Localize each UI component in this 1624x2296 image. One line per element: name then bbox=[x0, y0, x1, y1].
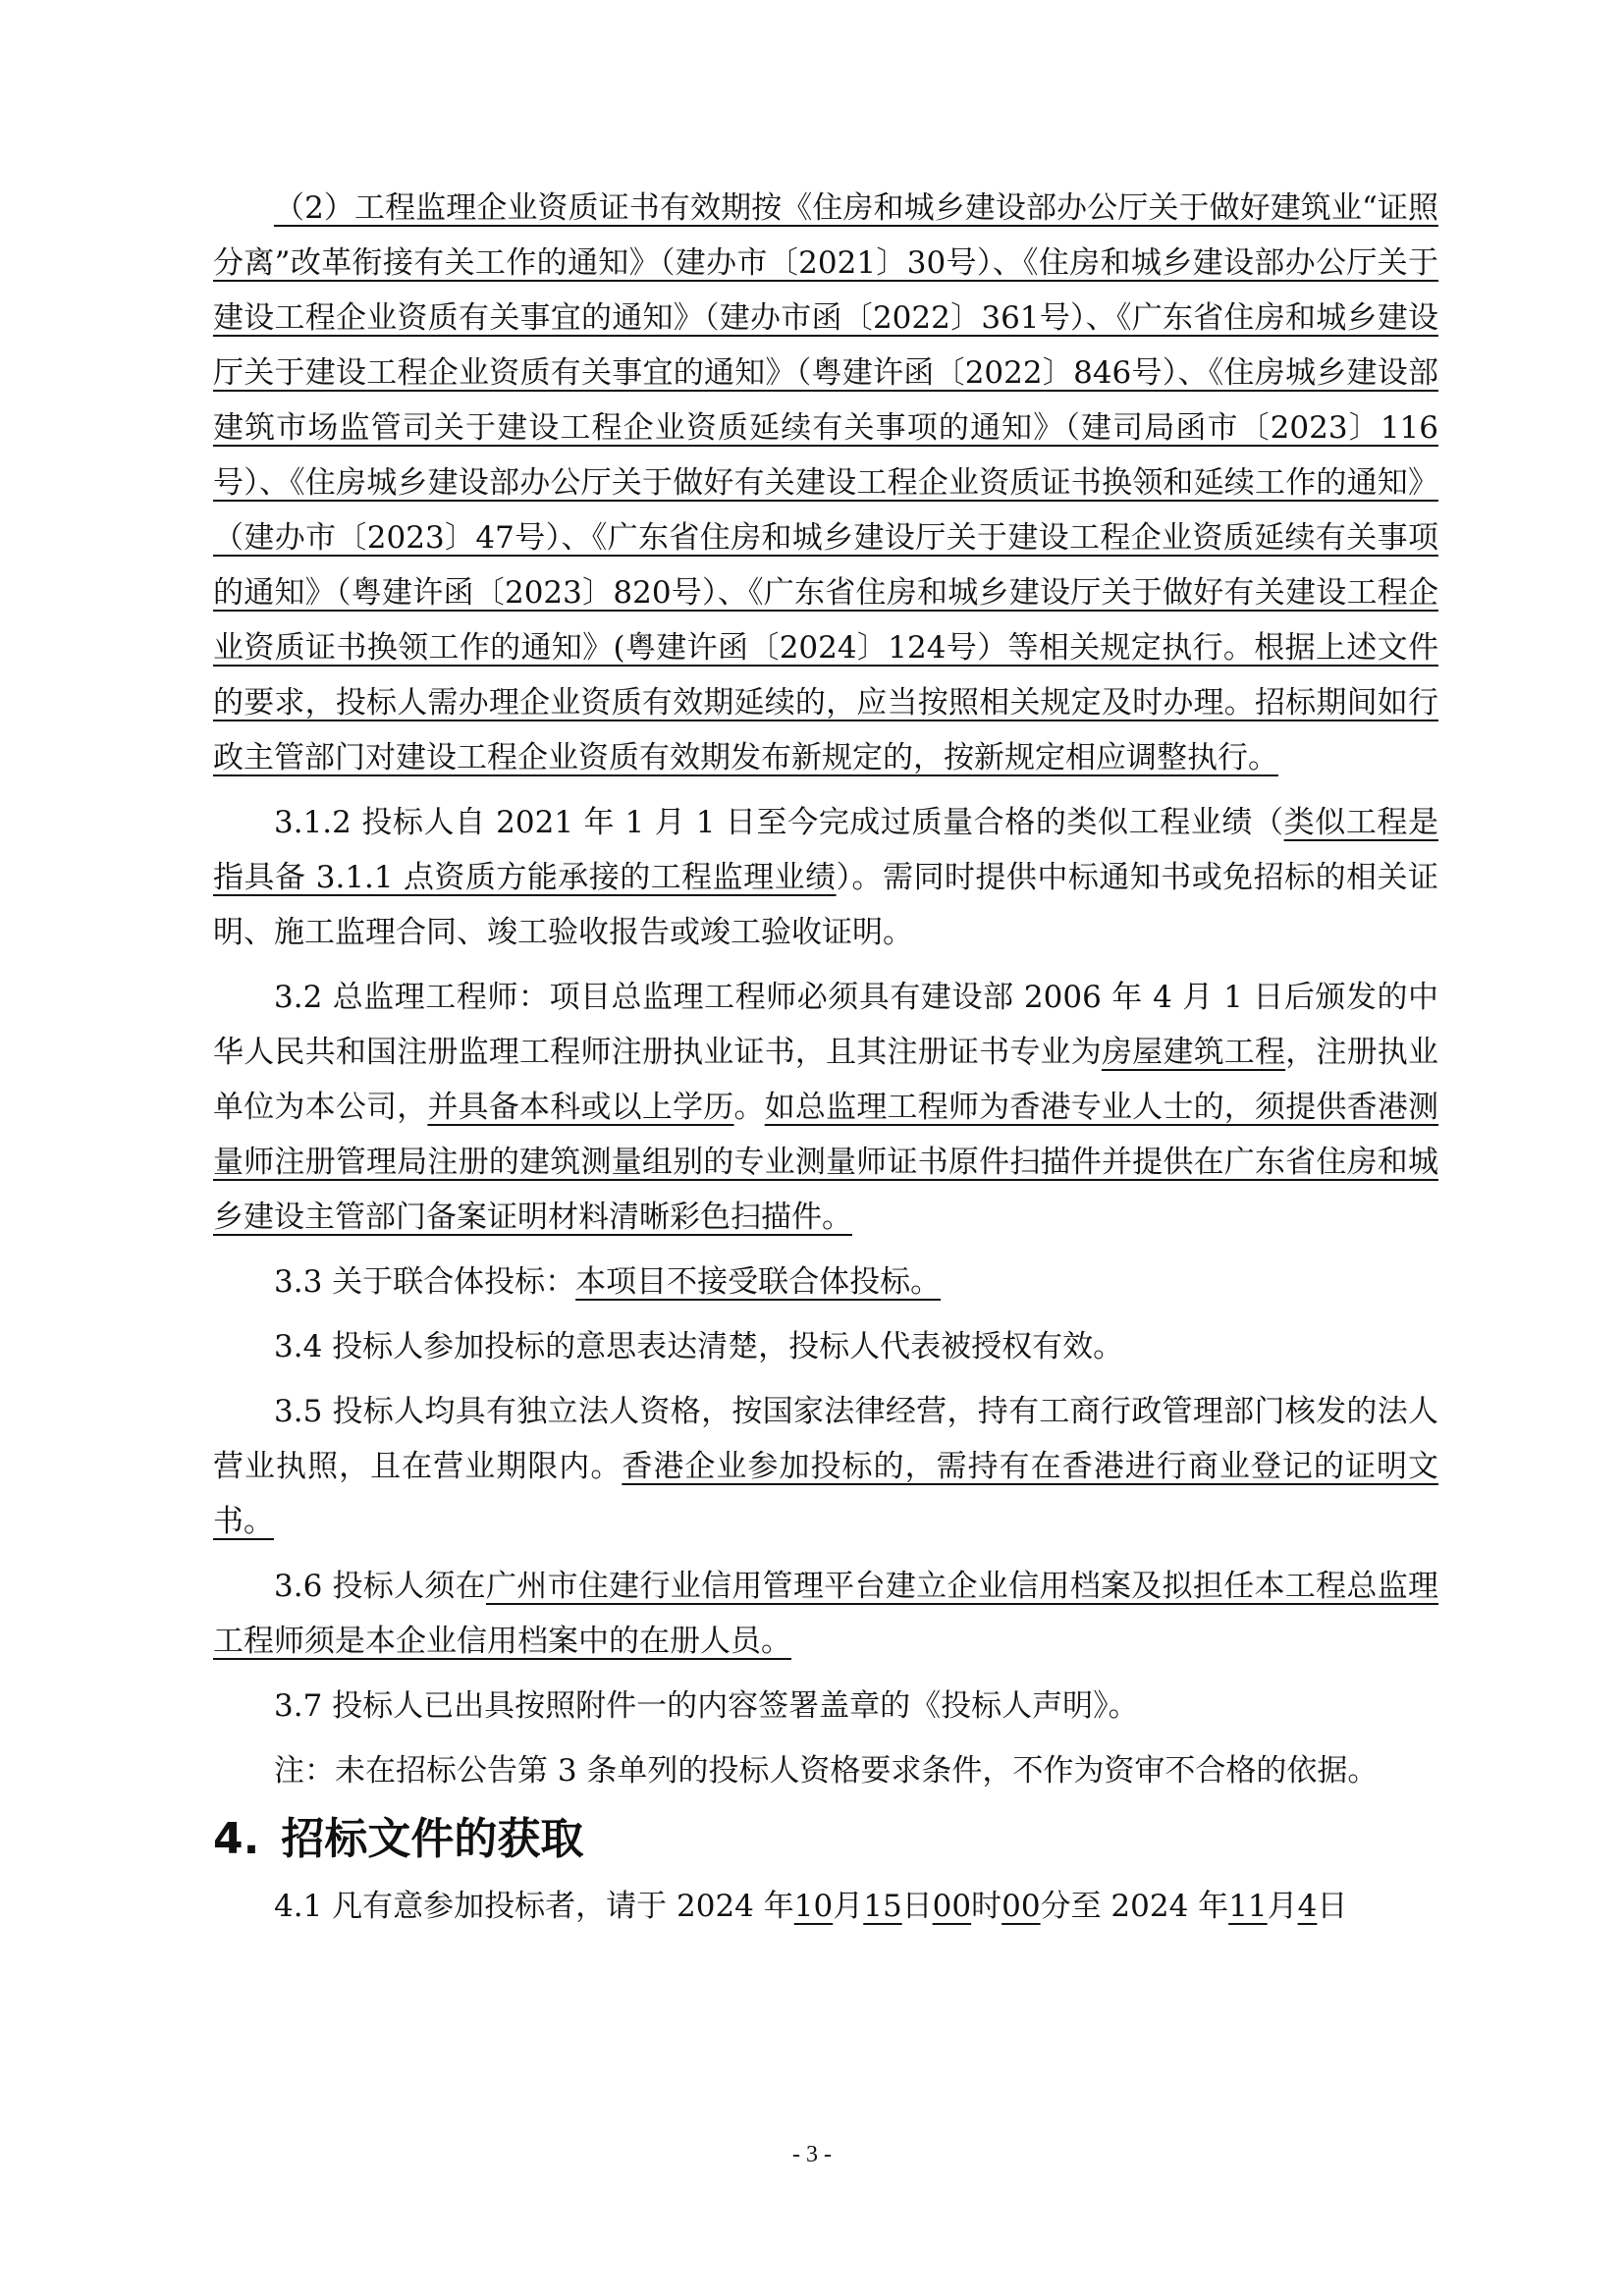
paragraph-text: 3.7 投标人已出具按照附件一的内容签署盖章的《投标人声明》。 bbox=[274, 1688, 1139, 1724]
paragraph-3-2 bbox=[213, 970, 1438, 1245]
underlined-text: 如总监理工程师为香港专业人士的，须提供香港测量师注册管理局注册的建筑测量组别的专业测量师证书原件扫描件并提供在广东省住房和城乡建设主管部门备案证明材料清晰彩色扫描件。 bbox=[213, 1090, 1439, 1235]
date-field: 11 bbox=[1228, 1889, 1268, 1924]
paragraph-text: 时 bbox=[971, 1889, 1002, 1924]
underlined-text: 香港企业参加投标的，需持有在香港进行商业登记的证明文书。 bbox=[213, 1449, 1438, 1539]
paragraph-text: 。 bbox=[733, 1090, 765, 1125]
underlined-text: 房屋建筑工程 bbox=[1101, 1035, 1286, 1070]
paragraph-3-7 bbox=[213, 1679, 1438, 1734]
paragraph-text: ，注册执业单位为本公司， bbox=[213, 1035, 1439, 1125]
paragraph-text: 3.4 投标人参加投标的意思表达清楚，投标人代表被授权有效。 bbox=[274, 1329, 1124, 1364]
paragraph-text: 月 bbox=[1267, 1889, 1298, 1924]
time-field: 00 bbox=[1001, 1889, 1041, 1924]
paragraph-text: 3.5 投标人均具有独立法人资格，按国家法律经营，持有工商行政管理部门核发的法人营业执照，且在营业期限内。 bbox=[213, 1394, 1438, 1484]
date-field: 4 bbox=[1297, 1889, 1318, 1924]
time-field: 00 bbox=[932, 1889, 972, 1924]
paragraph-3-3 bbox=[213, 1255, 1438, 1309]
heading-number: 4. bbox=[213, 1814, 260, 1864]
paragraph-text: 3.3 关于联合体投标： bbox=[274, 1264, 576, 1300]
paragraph-4-1 bbox=[213, 1879, 1438, 1934]
paragraph-text: 3.2 总监理工程师：项目总监理工程师必须具有建设部 2006 年 4 月 1 日后颁发的中华人民共和国注册监理工程师注册执业证书，且其注册证书专业为 bbox=[213, 980, 1438, 1070]
paragraph-text: ）。需同时提供中标通知书或免招标的相关证明、施工监理合同、竣工验收报告或竣工验收证明。 bbox=[213, 860, 1438, 950]
paragraph-3-4 bbox=[213, 1319, 1438, 1374]
underlined-text: 类似工程是指具备 3.1.1 点资质方能承接的工程监理业绩 bbox=[213, 805, 1439, 895]
paragraph-note bbox=[213, 1743, 1438, 1798]
page-number: - 3 - bbox=[792, 2142, 832, 2167]
underlined-text: 并具备本科或以上学历 bbox=[427, 1090, 734, 1125]
underlined-text: （2）工程监理企业资质证书有效期按《住房和城乡建设部办公厅关于做好建筑业“证照分离”改革衔接有关工作的通知》（建办市〔2021〕30号）、《住房和城乡建设部办公厅关于建设工程企业资质有关事宜的通知》（建办市函〔2022〕361号）、《广东省住房和城乡建设厅关于建设工程企业资质有关事宜的通知》（粤建许函〔2022〕846号）、《住房城乡建设部建筑市场监管司关于建设工程企业资质延续有关事项的通知》（建司局函市〔2023〕116号）、《住房城乡建设部办公厅关于做好有关建设工程企业资质证书换领和延续工作的通知》（建办市〔2023〕47号）、《广东省住房和城乡建设厅关于建设工程企业资质延续有关事项的通知》（粤建许函〔2023〕820号）、《广东省住房和城乡建设厅关于做好有关建设工程企业资质证书换领工作的通知》(粤建许函〔2024〕124号）等相关规定执行。根据上述文件的要求，投标人需办理企业资质有效期延续的，应当按照相关规定及时办理。招标期间如行政主管部门对建设工程企业资质有效期发布新规定的，按新规定相应调整执行。 bbox=[213, 190, 1438, 775]
paragraph-3-1-2 bbox=[213, 795, 1438, 960]
paragraph-text: 3.6 投标人须在 bbox=[274, 1569, 486, 1604]
document-body bbox=[213, 181, 1438, 1934]
paragraph-3-6 bbox=[213, 1559, 1438, 1669]
paragraph-3-5 bbox=[213, 1384, 1438, 1549]
underlined-text: 本项目不接受联合体投标。 bbox=[575, 1264, 942, 1300]
paragraph-text: 注：未在招标公告第 3 条单列的投标人资格要求条件，不作为资审不合格的依据。 bbox=[274, 1753, 1379, 1789]
underlined-text: 广州市住建行业信用管理平台建立企业信用档案及拟担任本工程总监理工程师须是本企业信用档案中的在册人员。 bbox=[213, 1569, 1439, 1659]
paragraph-text: 4.1 凡有意参加投标者，请于 2024 年 bbox=[274, 1889, 794, 1924]
date-field: 15 bbox=[863, 1889, 902, 1924]
paragraph-text: 3.1.2 投标人自 2021 年 1 月 1 日至今完成过质量合格的类似工程业绩（ bbox=[274, 805, 1284, 840]
paragraph-text: 分至 2024 年 bbox=[1040, 1889, 1229, 1924]
paragraph-text: 月 bbox=[833, 1889, 864, 1924]
paragraph-text: 日 bbox=[1317, 1889, 1348, 1924]
date-field: 10 bbox=[793, 1889, 834, 1924]
heading-title: 招标文件的获取 bbox=[281, 1814, 584, 1864]
paragraph-text: 日 bbox=[901, 1889, 933, 1924]
paragraph-qualification-validity bbox=[213, 181, 1438, 785]
section-heading-4 bbox=[213, 1810, 1438, 1869]
